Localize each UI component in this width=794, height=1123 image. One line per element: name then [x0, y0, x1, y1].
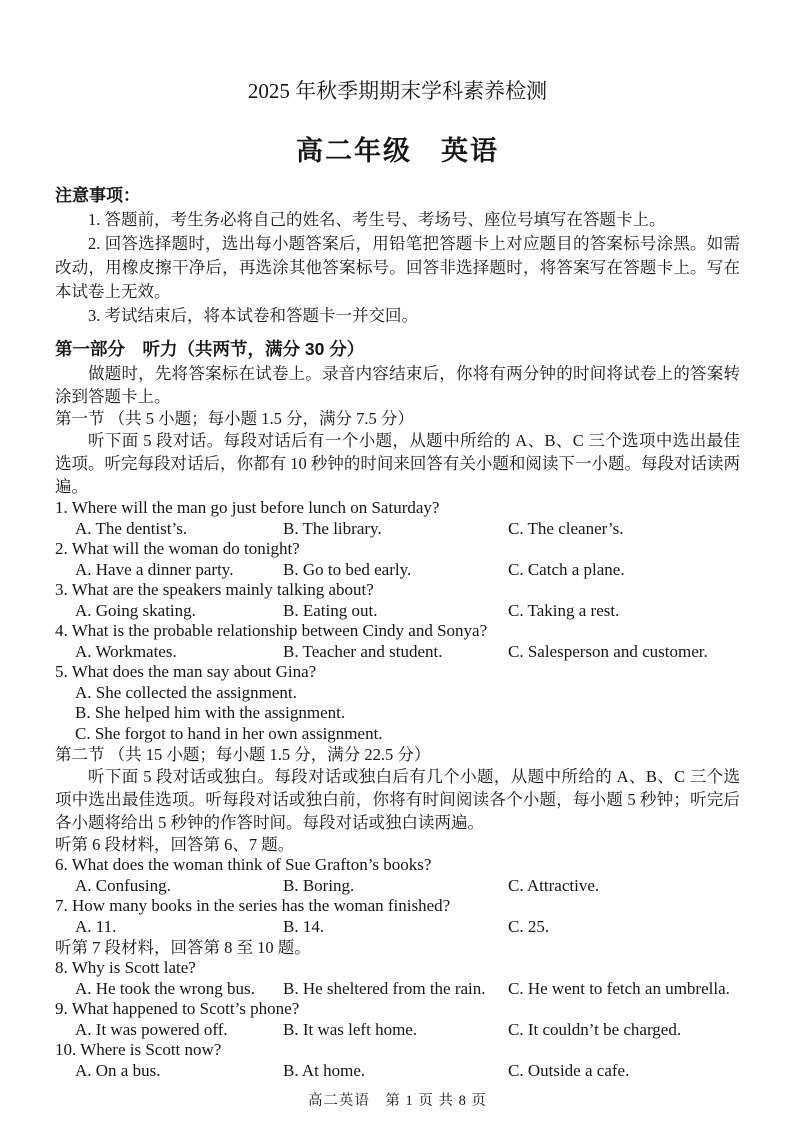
exam-subtitle: 高二年级 英语: [296, 136, 499, 166]
option-row: [55, 560, 740, 581]
notice-item: 2. 回答选择题时，选出每小题答案后，用铅笔把答题卡上对应题目的答案标号涂黑。如需改动，用橡皮擦干净后，再选涂其他答案标号。回答非选择题时，将答案写在答题卡上。写在本试卷上无效。: [55, 234, 740, 301]
option: B. The library.: [283, 518, 382, 538]
option: B. She helped him with the assignment.: [75, 703, 346, 722]
option: C. Taking a rest.: [508, 600, 620, 620]
option: C. Outside a cafe.: [508, 1060, 630, 1080]
exam-title: 2025 年秋季期期末学科素养检测: [247, 79, 548, 103]
question-8: [55, 958, 740, 999]
question-7: [55, 896, 740, 937]
part1-heading: 第一部分 听力（共两节，满分 30 分）: [55, 339, 365, 359]
option: A. It was powered off.: [75, 1019, 228, 1039]
question-text: 8. Why is Scott late?: [55, 958, 196, 977]
option-row: [55, 601, 740, 622]
option: A. Confusing.: [75, 875, 171, 895]
option: B. Eating out.: [283, 600, 378, 620]
material-note: 听第 7 段材料，回答第 8 至 10 题。: [55, 938, 311, 957]
option: A. He took the wrong bus.: [75, 978, 255, 998]
listening-sections: [55, 408, 740, 1081]
material-note: 听第 6 段材料，回答第 6、7 题。: [55, 835, 295, 854]
question-text: 10. Where is Scott now?: [55, 1040, 222, 1059]
option: C. Catch a plane.: [508, 559, 625, 579]
section-heading: 第二节 （共 15 小题；每小题 1.5 分，满分 22.5 分）: [55, 745, 431, 764]
notice-item: 3. 考试结束后，将本试卷和答题卡一并交回。: [88, 306, 418, 325]
option: A. 11.: [75, 916, 117, 936]
option: A. Going skating.: [75, 600, 196, 620]
option: B. It was left home.: [283, 1019, 418, 1039]
section-intro: 听下面 5 段对话或独白。每段对话或独白后有几个小题，从题中所给的 A、B、C 三个选项中选出最佳选项。听每段对话或独白前，你将有时间阅读各个小题，每小题 5 秒钟；听完后各小题将给出 5 秒钟的作答时间。每段对话或独白读两遍。: [55, 767, 740, 832]
listening-section-1: [55, 408, 740, 744]
question-text: 4. What is the probable relationship between Cindy and Sonya?: [55, 621, 488, 640]
section-intro: 听下面 5 段对话。每段对话后有一个小题，从题中所给的 A、B、C 三个选项中选出最佳选项。听完每段对话后，你都有 10 秒钟的时间来回答有关小题和阅读下一小题。每段对话读两遍。: [55, 431, 740, 496]
option: B. He sheltered from the rain.: [283, 978, 486, 998]
option: C. He went to fetch an umbrella.: [508, 978, 730, 998]
question-text: 5. What does the man say about Gina?: [55, 662, 317, 681]
option-row: [55, 917, 740, 938]
question-9: [55, 999, 740, 1040]
question-text: 7. How many books in the series has the woman finished?: [55, 896, 451, 915]
question-text: 3. What are the speakers mainly talking about?: [55, 580, 374, 599]
option: B. Go to bed early.: [283, 559, 412, 579]
option-row: [55, 519, 740, 540]
question-text: 9. What happened to Scott’s phone?: [55, 999, 300, 1018]
option-row: [55, 979, 740, 1000]
section-heading: 第一节 （共 5 小题；每小题 1.5 分，满分 7.5 分）: [55, 409, 414, 428]
listening-section-2: [55, 744, 740, 1081]
option: A. The dentist’s.: [75, 518, 188, 538]
option-row: [55, 642, 740, 663]
question-10: [55, 1040, 740, 1081]
option: B. Boring.: [283, 875, 355, 895]
option: C. The cleaner’s.: [508, 518, 624, 538]
question-5: [55, 662, 740, 744]
option: A. She collected the assignment.: [75, 682, 297, 702]
option: C. Attractive.: [508, 875, 600, 895]
question-4: [55, 621, 740, 662]
question-3: [55, 580, 740, 621]
question-text: 6. What does the woman think of Sue Grafton’s books?: [55, 855, 432, 874]
option: C. 25.: [508, 916, 550, 936]
option-row: [55, 876, 740, 897]
notice-section: [55, 184, 740, 328]
question-text: 2. What will the woman do tonight?: [55, 539, 300, 558]
option-row: [55, 1061, 740, 1082]
question-1: [55, 498, 740, 539]
option: B. Teacher and student.: [283, 641, 443, 661]
part1-intro: 做题时，先将答案标在试卷上。录音内容结束后，你将有两分钟的时间将试卷上的答案转涂到答题卡上。: [55, 364, 740, 406]
option: C. She forgot to hand in her own assignment.: [75, 723, 383, 743]
question-6: [55, 855, 740, 896]
option: B. At home.: [283, 1060, 366, 1080]
option: C. It couldn’t be charged.: [508, 1019, 682, 1039]
question-text: 1. Where will the man go just before lunch on Saturday?: [55, 498, 440, 517]
option: A. Have a dinner party.: [75, 559, 234, 579]
option-row: [55, 1020, 740, 1041]
notice-heading: 注意事项：: [55, 186, 140, 205]
notice-item: 1. 答题前，考生务必将自己的姓名、考生号、考场号、座位号填写在答题卡上。: [88, 210, 666, 229]
option: B. 14.: [283, 916, 325, 936]
option: A. On a bus.: [75, 1060, 161, 1080]
option: C. Salesperson and customer.: [508, 641, 708, 661]
page-footer: 高二英语 第 1 页 共 8 页: [307, 1093, 488, 1109]
option: A. Workmates.: [75, 641, 177, 661]
question-2: [55, 539, 740, 580]
